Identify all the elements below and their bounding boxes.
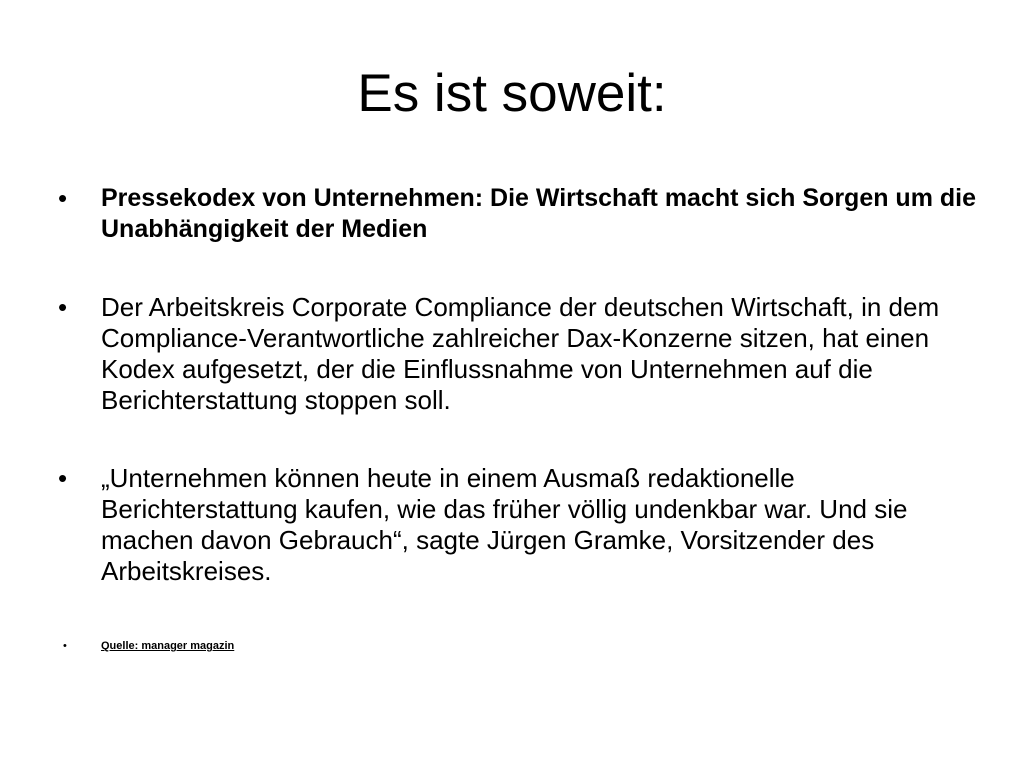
bullet-item <box>58 463 978 587</box>
bullet-item <box>58 292 978 416</box>
bullet-dot-icon: • <box>63 640 67 652</box>
bullet-list <box>58 183 978 653</box>
bullet-dot-icon: • <box>58 292 68 322</box>
bullet-item <box>58 183 978 245</box>
bullet-dot-icon: • <box>58 183 68 213</box>
bullet-text: Pressekodex von Unternehmen: Die Wirtschaft macht sich Sorgen um die Unabhängigkeit der Medien <box>101 184 976 243</box>
source-item <box>58 639 978 653</box>
slide-title: Es ist soweit: <box>357 64 667 123</box>
bullet-text: „Unternehmen können heute in einem Ausmaß redaktionelle Berichterstattung kaufen, wie das früher völlig undenkbar war. Und sie machen davon Gebrauch“, sagte Jürgen Gramke, Vorsitzender des Arbeitskreises. <box>101 463 908 586</box>
bullet-text: Der Arbeitskreis Corporate Compliance der deutschen Wirtschaft, in dem Compliance-Verantwortliche zahlreicher Dax-Konzerne sitzen, hat einen Kodex aufgesetzt, der die Einflussnahme von Unternehmen auf die Berichterstattung stoppen soll. <box>101 292 940 415</box>
bullet-dot-icon: • <box>58 463 68 493</box>
source-link[interactable]: Quelle: manager magazin <box>101 640 235 652</box>
